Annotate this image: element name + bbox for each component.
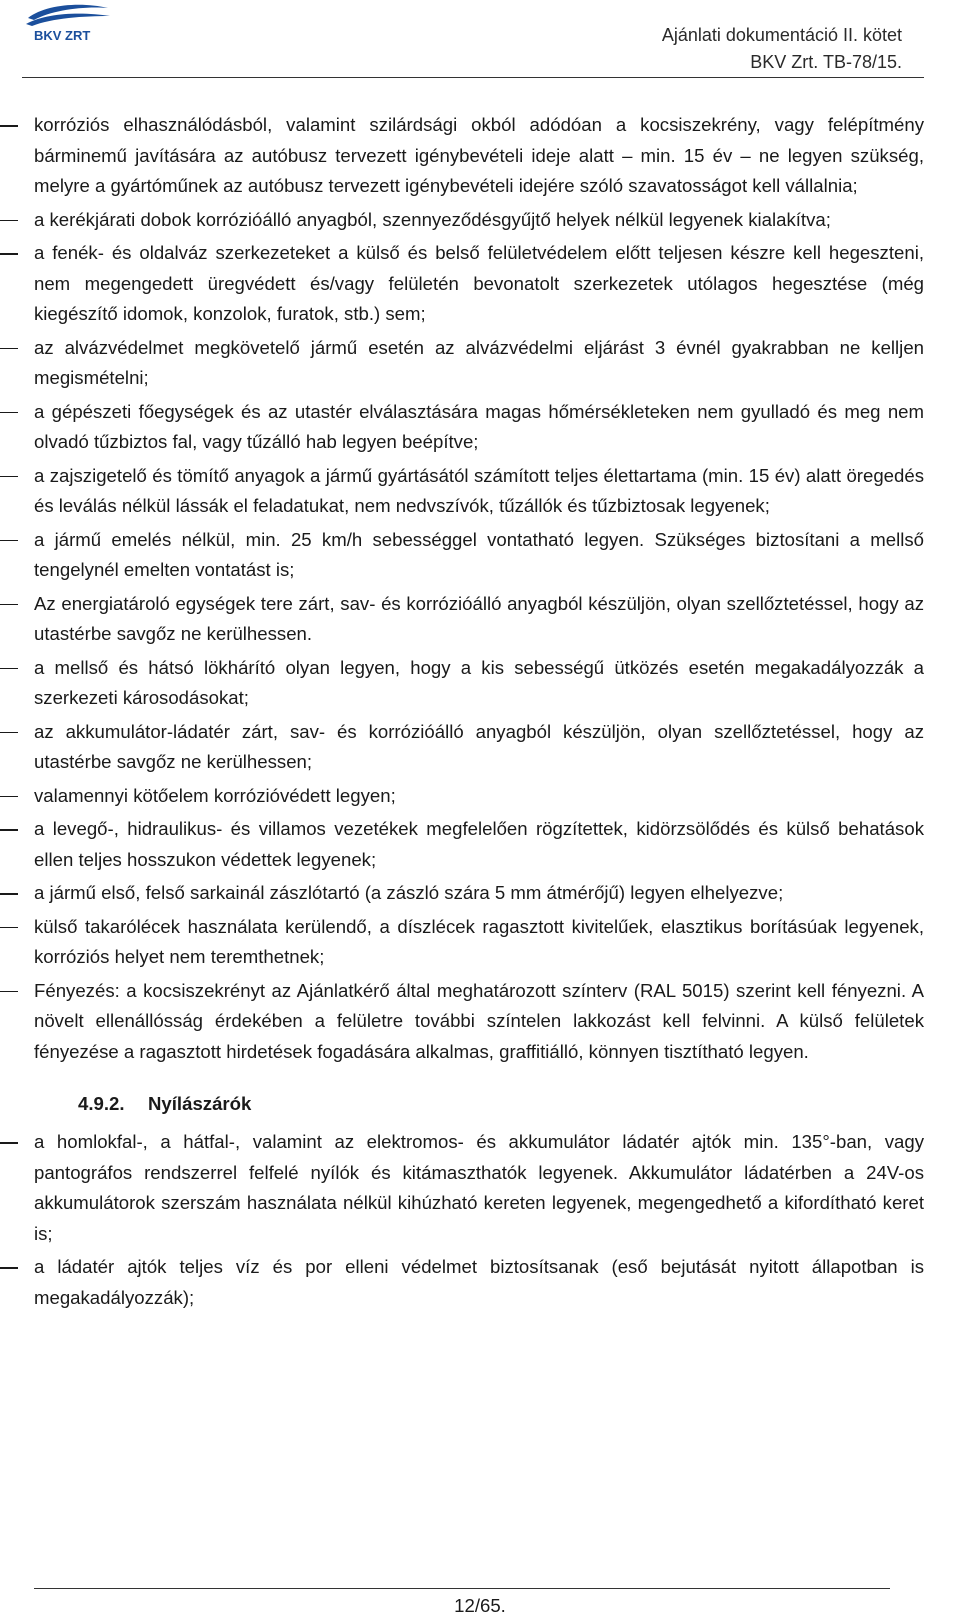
dash-bullet-icon bbox=[0, 220, 18, 222]
dash-bullet-icon bbox=[0, 125, 18, 127]
dash-bullet-icon bbox=[0, 1142, 18, 1144]
list-item: a zajszigetelő és tömítő anyagok a jármű gyártásától számított teljes élettartama (min. 15 év) alatt öregedés és leválás nélkül lássák el feladatukat, nem nedvszívók, tűzállók és tűzbiztosak legyenek; bbox=[0, 461, 924, 522]
list-item: a gépészeti főegységek és az utastér elválasztására magas hőmérsékleteken nem gyulladó és meg nem olvadó tűzbiztos fal, vagy tűzálló hab legyen beépítve; bbox=[0, 397, 924, 458]
dash-bullet-icon bbox=[0, 796, 18, 798]
bkv-logo bbox=[22, 2, 114, 44]
list-item: a homlokfal-, a hátfal-, valamint az elektromos- és akkumulátor ládatér ajtók min. 135°-ban, vagy pantográfos rendszerrel felfelé nyílók és kitámaszthatók legyenek. Akkumulátor ládatérben a 24V-os akkumulátorok szerszám használata nélkül kihúzható kereten legyenek, megengedhető a kifordítható keret is; bbox=[0, 1127, 924, 1249]
dash-bullet-icon bbox=[0, 893, 18, 895]
list-item: az akkumulátor-ládatér zárt, sav- és korrózióálló anyagból készüljön, olyan szellőztetéssel, hogy az utastérbe savgőz ne kerülhessen; bbox=[0, 717, 924, 778]
section-number: 4.9.2. bbox=[78, 1093, 125, 1114]
header-document-info bbox=[662, 22, 902, 76]
section-heading bbox=[78, 1089, 924, 1119]
requirements-list-a bbox=[0, 110, 960, 1067]
requirements-list-b bbox=[0, 1127, 960, 1313]
list-item: a kerékjárati dobok korrózióálló anyagból, szennyeződésgyűjtő helyek nélkül legyenek kialakítva; bbox=[0, 205, 924, 236]
document-title: Ajánlati dokumentáció II. kötet bbox=[661, 25, 902, 45]
dash-bullet-icon bbox=[0, 732, 18, 734]
dash-bullet-icon bbox=[0, 829, 18, 831]
list-item: Az energiatároló egységek tere zárt, sav- és korrózióálló anyagból készüljön, olyan szellőztetéssel, hogy az utastérbe savgőz ne kerülhessen. bbox=[0, 589, 924, 650]
dash-bullet-icon bbox=[0, 668, 18, 670]
list-item: külső takarólécek használata kerülendő, a díszlécek ragasztott kivitelűek, elasztikus borításúak legyenek, korróziós helyet nem teremthetnek; bbox=[0, 912, 924, 973]
header-divider bbox=[22, 77, 924, 78]
section-title: Nyílászárók bbox=[148, 1093, 252, 1114]
list-item: a jármű emelés nélkül, min. 25 km/h sebességgel vontatható legyen. Szükséges biztosítani a mellső tengelynél emelten vontatást is; bbox=[0, 525, 924, 586]
list-item: a levegő-, hidraulikus- és villamos vezetékek megfelelően rögzítettek, kidörzsölődés és külső behatások ellen teljes hosszukon védettek legyenek; bbox=[0, 814, 924, 875]
list-item: a jármű első, felső sarkainál zászlótartó (a zászló szára 5 mm átmérőjű) legyen elhelyezve; bbox=[0, 878, 924, 909]
list-item: valamennyi kötőelem korrózióvédett legyen; bbox=[0, 781, 924, 812]
page-header bbox=[0, 0, 960, 80]
dash-bullet-icon bbox=[0, 604, 18, 606]
dash-bullet-icon bbox=[0, 476, 18, 478]
footer-divider bbox=[34, 1588, 890, 1589]
dash-bullet-icon bbox=[0, 348, 18, 350]
dash-bullet-icon bbox=[0, 540, 18, 542]
dash-bullet-icon bbox=[0, 991, 18, 993]
dash-bullet-icon bbox=[0, 927, 18, 929]
document-body bbox=[0, 110, 960, 1316]
dash-bullet-icon bbox=[0, 412, 18, 414]
list-item: Fényezés: a kocsiszekrényt az Ajánlatkérő által meghatározott színterv (RAL 5015) szerint kell fényezni. A növelt ellenállósság érdekében a felületre további színtelen lakkozást kell felvinni. A külső felületek fényezése a ragasztott hirdetések fogadására alkalmas, graffitiálló, könnyen tisztítható legyen. bbox=[0, 976, 924, 1068]
list-item: korróziós elhasználódásból, valamint szilárdsági okból adódóan a kocsiszekrény, vagy felépítmény bárminemű javítására az autóbusz tervezett igénybevételi ideje alatt – min. 15 év – ne legyen szükség, melyre a gyártóműnek az autóbusz tervezett igénybevételi idejére szóló szavatosságot kell vállalnia; bbox=[0, 110, 924, 202]
document-reference: BKV Zrt. TB-78/15. bbox=[750, 52, 902, 72]
logo-text: BKV ZRT bbox=[34, 28, 91, 43]
page-number: 12/65. bbox=[454, 1595, 506, 1616]
list-item: a fenék- és oldalváz szerkezeteket a külső és belső felületvédelem előtt teljesen készre kell hegeszteni, nem megengedett üregvédett és/vagy felületén bevonatolt szerkezetek utólagos hegesztése (még kiegészítő idomok, konzolok, furatok, stb.) sem; bbox=[0, 238, 924, 330]
list-item: az alvázvédelmet megkövetelő jármű esetén az alvázvédelmi eljárást 3 évnél gyakrabban ne kelljen megismételni; bbox=[0, 333, 924, 394]
dash-bullet-icon bbox=[0, 1267, 18, 1269]
dash-bullet-icon bbox=[0, 253, 18, 255]
list-item: a ládatér ajtók teljes víz és por elleni védelmet biztosítsanak (eső bejutását nyitott állapotban is megakadályozzák); bbox=[0, 1252, 924, 1313]
list-item: a mellső és hátsó lökhárító olyan legyen, hogy a kis sebességű ütközés esetén megakadályozzák a szerkezeti károsodásokat; bbox=[0, 653, 924, 714]
